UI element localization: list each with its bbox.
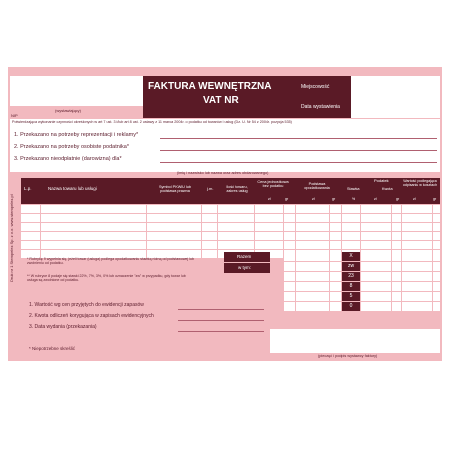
summary-cell[interactable] [296, 252, 329, 261]
summary-cell[interactable] [330, 272, 341, 281]
table-cell[interactable] [202, 232, 217, 240]
razem-label [224, 252, 270, 262]
th-name: Nazwa towaru lub usługi [48, 186, 97, 191]
summary-cell[interactable] [433, 252, 440, 261]
footer-line-1[interactable] [178, 309, 264, 310]
summary-cell[interactable] [433, 262, 440, 271]
purpose-3-line[interactable] [160, 162, 437, 163]
rate-label: 23 [348, 273, 354, 279]
th-value-gr: gr [433, 197, 437, 201]
th-tax-zl: zł [374, 197, 377, 201]
summary-cell[interactable] [392, 252, 401, 261]
summary-cell[interactable] [330, 292, 341, 301]
th-value-zl: zł [413, 197, 416, 201]
table-cell[interactable] [255, 214, 283, 222]
rate-label: 0 [349, 303, 353, 309]
table-cell[interactable] [361, 223, 391, 231]
table-cell[interactable] [21, 223, 40, 231]
summary-cell[interactable] [284, 282, 295, 291]
summary-cell[interactable] [402, 282, 432, 291]
table-cell[interactable] [342, 241, 360, 249]
table-cell[interactable] [147, 232, 201, 240]
table-cell[interactable] [202, 214, 217, 222]
summary-cell[interactable] [330, 262, 341, 271]
summary-cell[interactable] [392, 292, 401, 301]
th-unit: j.m. [207, 186, 214, 191]
table-cell[interactable] [296, 223, 329, 231]
table-cell[interactable] [21, 214, 40, 222]
footer-item-2: 2. Kwota odliczeń korygująca w zapisach ewidencyjnych [29, 313, 154, 319]
table-cell[interactable] [402, 232, 432, 240]
nip-label: NIP [11, 113, 18, 118]
table-cell[interactable] [41, 214, 146, 222]
issuer-caption: (wystawiający) [55, 108, 82, 113]
table-cell[interactable] [218, 214, 254, 222]
th-lp: L.p. [24, 186, 32, 191]
table-cell[interactable] [147, 214, 201, 222]
th-net-zl: zł [312, 197, 315, 201]
table-cell[interactable] [342, 205, 360, 213]
table-cell[interactable] [41, 223, 146, 231]
table-cell[interactable] [342, 223, 360, 231]
table-cell[interactable] [392, 214, 401, 222]
table-cell[interactable] [402, 223, 432, 231]
table-cell[interactable] [361, 205, 391, 213]
summary-cell[interactable] [392, 302, 401, 311]
table-cell[interactable] [330, 214, 341, 222]
w-tym-label [224, 263, 270, 273]
th-value: Wartość podlegająca odpisaniu w kosztach [402, 179, 438, 187]
summary-cell[interactable] [402, 292, 432, 301]
table-cell[interactable] [402, 241, 432, 249]
table-cell[interactable] [218, 223, 254, 231]
table-cell[interactable] [361, 214, 391, 222]
footer-item-1: 1. Wartość wg cen przyjętych do ewidencji zapasów [29, 302, 144, 308]
table-cell[interactable] [433, 232, 440, 240]
table-cell[interactable] [296, 214, 329, 222]
purpose-2-line[interactable] [160, 150, 437, 151]
th-qty: Ilość towaru, zakres usług [226, 185, 248, 193]
razem-text: Razem [237, 254, 252, 259]
page-title: FAKTURA WEWNĘTRZNA [148, 81, 272, 92]
table-cell[interactable] [402, 205, 432, 213]
rate-label: 5 [349, 293, 353, 299]
summary-cell[interactable] [402, 302, 432, 311]
purpose-1-line[interactable] [160, 138, 437, 139]
table-cell[interactable] [41, 205, 146, 213]
place-field[interactable] [351, 76, 440, 97]
table-cell[interactable] [284, 223, 295, 231]
table-cell[interactable] [147, 223, 201, 231]
th-pct: % [352, 197, 356, 201]
table-cell[interactable] [218, 205, 254, 213]
th-symbol: Symbol PKWiU lub podstawa prawna [158, 185, 192, 193]
table-cell[interactable] [255, 241, 283, 249]
th-net-gr: gr [332, 197, 336, 201]
summary-cell[interactable] [330, 252, 341, 261]
summary-cell[interactable] [284, 252, 295, 261]
table-cell[interactable] [296, 241, 329, 249]
page-title-nr: VAT NR [203, 95, 239, 106]
th-price-zl: zł [268, 197, 271, 201]
th-net: Podstawa opodatkowania [304, 182, 330, 190]
issuer-field[interactable] [10, 76, 143, 106]
summary-cell[interactable] [361, 272, 391, 281]
summary-cell[interactable] [342, 302, 360, 311]
table-cell[interactable] [392, 223, 401, 231]
table-cell[interactable] [402, 214, 432, 222]
signature-caption: (pieczęć i podpis wystawcy faktury) [318, 354, 378, 358]
footer-line-3[interactable] [178, 331, 264, 332]
purpose-2: 2. Przekazano na potrzeby osobiste podatnika* [14, 144, 129, 150]
table-cell[interactable] [218, 232, 254, 240]
table-cell[interactable] [21, 205, 40, 213]
table-cell[interactable] [330, 205, 341, 213]
table-cell[interactable] [284, 232, 295, 240]
th-tax-gr: gr [396, 197, 400, 201]
summary-cell[interactable] [392, 262, 401, 271]
table-cell[interactable] [296, 232, 329, 240]
table-cell[interactable] [147, 241, 201, 249]
summary-cell[interactable] [342, 252, 360, 261]
summary-cell[interactable] [392, 272, 401, 281]
table-cell[interactable] [41, 232, 146, 240]
table-cell[interactable] [433, 223, 440, 231]
summary-cell[interactable] [433, 292, 440, 301]
summary-cell[interactable] [361, 262, 391, 271]
table-cell[interactable] [284, 241, 295, 249]
table-cell[interactable] [392, 205, 401, 213]
rate-label: X [349, 253, 353, 259]
th-price-gr: gr [285, 197, 289, 201]
table-cell[interactable] [361, 232, 391, 240]
rate-label: 8 [349, 283, 353, 289]
table-cell[interactable] [202, 223, 217, 231]
summary-cell[interactable] [296, 302, 329, 311]
table-cell[interactable] [284, 214, 295, 222]
summary-cell[interactable] [342, 282, 360, 291]
summary-cell[interactable] [296, 282, 329, 291]
footer-item-3: 3. Data wydania (przekazania) [29, 324, 97, 330]
summary-cell[interactable] [433, 282, 440, 291]
table-cell[interactable] [433, 214, 440, 222]
note-2: ** W rubryce 8 podaje się stawki 22%, 7%, 3%, 0% lub oznaczenie "zw" w przypadku, gdy towar lub usługa są zwolnione od podatku. [27, 274, 186, 283]
table-cell[interactable] [433, 241, 440, 249]
signature-field[interactable] [270, 329, 440, 353]
summary-cell[interactable] [402, 252, 432, 261]
table-cell[interactable] [296, 205, 329, 213]
recipient-caption: (imię i nazwisko lub nazwa oraz adres obdarowanego) [177, 171, 269, 175]
legal-notice: Potwierdzająca wykonanie czynności określonych w art 7 ust. 3 i/lub art 8 ust. 2 ustawy z 11 marca 2004r. o podatku od towarów i usług (Dz. U. Nr 54 z 2004r. pozycja 535) [12, 120, 292, 124]
summary-cell[interactable] [284, 272, 295, 281]
table-cell[interactable] [202, 205, 217, 213]
table-cell[interactable] [202, 250, 217, 258]
date-field[interactable] [351, 97, 440, 118]
table-cell[interactable] [255, 232, 283, 240]
invoice-number-field[interactable] [209, 96, 296, 116]
th-rate: Stawka [347, 187, 360, 191]
summary-cell[interactable] [284, 302, 295, 311]
footnote: * Niepotrzebne skreślić [29, 346, 76, 351]
date-label: Data wystawienia [301, 104, 340, 110]
summary-cell[interactable] [342, 272, 360, 281]
purpose-1: 1. Przekazano na potrzeby reprezentacji i reklamy* [14, 132, 139, 138]
summary-cell[interactable] [284, 292, 295, 301]
table-cell[interactable] [21, 241, 40, 249]
summary-cell[interactable] [433, 302, 440, 311]
table-cell[interactable] [342, 214, 360, 222]
table-cell[interactable] [202, 241, 217, 249]
table-cell[interactable] [284, 205, 295, 213]
summary-cell[interactable] [330, 282, 341, 291]
summary-cell[interactable] [296, 292, 329, 301]
summary-cell[interactable] [284, 262, 295, 271]
summary-cell[interactable] [361, 302, 391, 311]
purpose-3: 3. Przekazano nieodpłatnie (darowizna) dla* [14, 156, 122, 162]
summary-cell[interactable] [402, 262, 432, 271]
table-cell[interactable] [330, 223, 341, 231]
table-cell[interactable] [255, 205, 283, 213]
table-cell[interactable] [433, 205, 440, 213]
rate-label: zw [347, 263, 355, 269]
table-cell[interactable] [255, 223, 283, 231]
table-cell[interactable] [392, 232, 401, 240]
th-amount: Kwota [382, 187, 393, 191]
summary-cell[interactable] [433, 272, 440, 281]
table-cell[interactable] [21, 232, 40, 240]
w-tym-text: w tym: [238, 265, 251, 270]
summary-cell[interactable] [361, 282, 391, 291]
summary-cell[interactable] [361, 252, 391, 261]
th-price: Cena jednostkowa bez podatku [257, 180, 289, 188]
place-label: Miejscowość [301, 84, 330, 90]
note-1: * Rubrykę 9 wypełnia się, jeżeli towar (usługa) podlega opodatkowaniu stawką różną od podstawowej lub zwolnieniu od podatku. [27, 257, 195, 266]
th-tax: Podatek [374, 178, 389, 183]
summary-cell[interactable] [342, 292, 360, 301]
table-cell[interactable] [218, 241, 254, 249]
summary-cell[interactable] [342, 262, 360, 271]
table-cell[interactable] [361, 241, 391, 249]
summary-cell[interactable] [392, 282, 401, 291]
summary-cell[interactable] [296, 262, 329, 271]
side-print-info: Druk nr 1 Stempelex Sp. z o.o. www.stempelex.pl [9, 194, 14, 282]
table-cell[interactable] [392, 241, 401, 249]
footer-line-2[interactable] [178, 320, 264, 321]
summary-cell[interactable] [361, 292, 391, 301]
table-cell[interactable] [330, 232, 341, 240]
table-cell[interactable] [330, 241, 341, 249]
table-cell[interactable] [41, 241, 146, 249]
summary-cell[interactable] [296, 272, 329, 281]
table-cell[interactable] [342, 232, 360, 240]
table-cell[interactable] [147, 205, 201, 213]
date-label-box [296, 97, 351, 118]
summary-cell[interactable] [330, 302, 341, 311]
summary-cell[interactable] [402, 272, 432, 281]
place-label-box [296, 76, 351, 97]
